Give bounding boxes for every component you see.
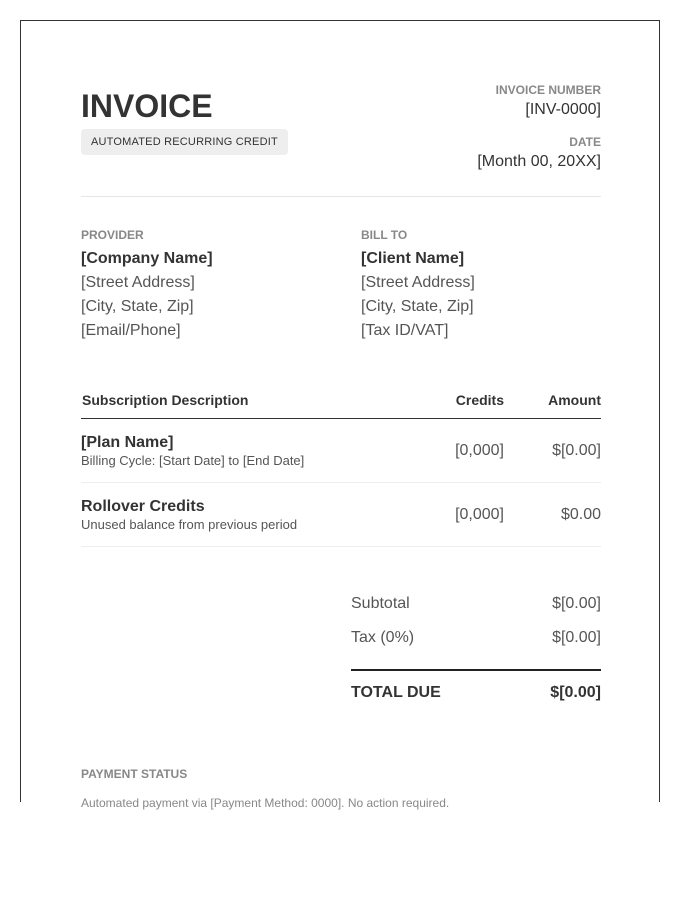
bill-to-block xyxy=(361,228,601,343)
invoice-date-value: [Month 00, 20XX] xyxy=(477,153,601,170)
item-subtitle: Billing Cycle: [Start Date] to [End Date] xyxy=(81,453,305,468)
subtotal-label: Subtotal xyxy=(351,595,410,612)
payment-status-text: Automated payment via [Payment Method: 0000]. No action required. xyxy=(81,796,450,810)
item-credits: [0,000] xyxy=(455,442,504,459)
tax-label: Tax (0%) xyxy=(351,629,415,646)
provider-name: [Company Name] xyxy=(81,250,213,267)
line-items-table xyxy=(81,388,601,547)
item-amount: $[0.00] xyxy=(552,442,601,459)
item-subtitle: Unused balance from previous period xyxy=(81,517,298,532)
client-city: [City, State, Zip] xyxy=(361,298,474,315)
bill-to-label: BILL TO xyxy=(361,228,408,242)
invoice-type-badge: AUTOMATED RECURRING CREDIT xyxy=(81,129,288,155)
line-items-header xyxy=(81,388,601,419)
client-tax-id: [Tax ID/VAT] xyxy=(361,322,449,339)
invoice-date-label: DATE xyxy=(569,135,601,149)
invoice-number-label: INVOICE NUMBER xyxy=(495,83,601,97)
header-divider xyxy=(81,196,601,197)
invoice-page xyxy=(20,20,660,810)
provider-contact: [Email/Phone] xyxy=(81,322,181,339)
item-credits: [0,000] xyxy=(455,506,504,523)
provider-city: [City, State, Zip] xyxy=(81,298,194,315)
invoice-date-block xyxy=(477,135,601,172)
header-description: Subscription Description xyxy=(82,392,249,408)
total-due-row xyxy=(351,671,601,705)
subtotal-value: $[0.00] xyxy=(552,595,601,612)
item-title: [Plan Name] xyxy=(81,434,174,451)
payment-status-label: PAYMENT STATUS xyxy=(81,767,188,781)
table-row xyxy=(81,419,601,483)
provider-block xyxy=(81,228,321,343)
subtotal-row xyxy=(351,591,601,625)
item-title: Rollover Credits xyxy=(81,498,205,515)
tax-row xyxy=(351,625,601,659)
invoice-number-block xyxy=(496,83,601,120)
invoice-title: INVOICE xyxy=(81,88,213,124)
invoice-number-value: [INV-0000] xyxy=(525,101,601,118)
invoice-content xyxy=(81,21,601,810)
client-street: [Street Address] xyxy=(361,274,475,291)
total-due-label: TOTAL DUE xyxy=(351,684,441,701)
header-amount: Amount xyxy=(548,392,601,408)
provider-label: PROVIDER xyxy=(81,228,144,242)
tax-value: $[0.00] xyxy=(552,629,601,646)
provider-street: [Street Address] xyxy=(81,274,195,291)
table-row xyxy=(81,483,601,547)
totals-block xyxy=(351,591,601,705)
total-due-value: $[0.00] xyxy=(550,684,601,701)
item-amount: $0.00 xyxy=(560,506,601,523)
header-credits: Credits xyxy=(455,392,504,408)
client-name: [Client Name] xyxy=(361,250,465,267)
